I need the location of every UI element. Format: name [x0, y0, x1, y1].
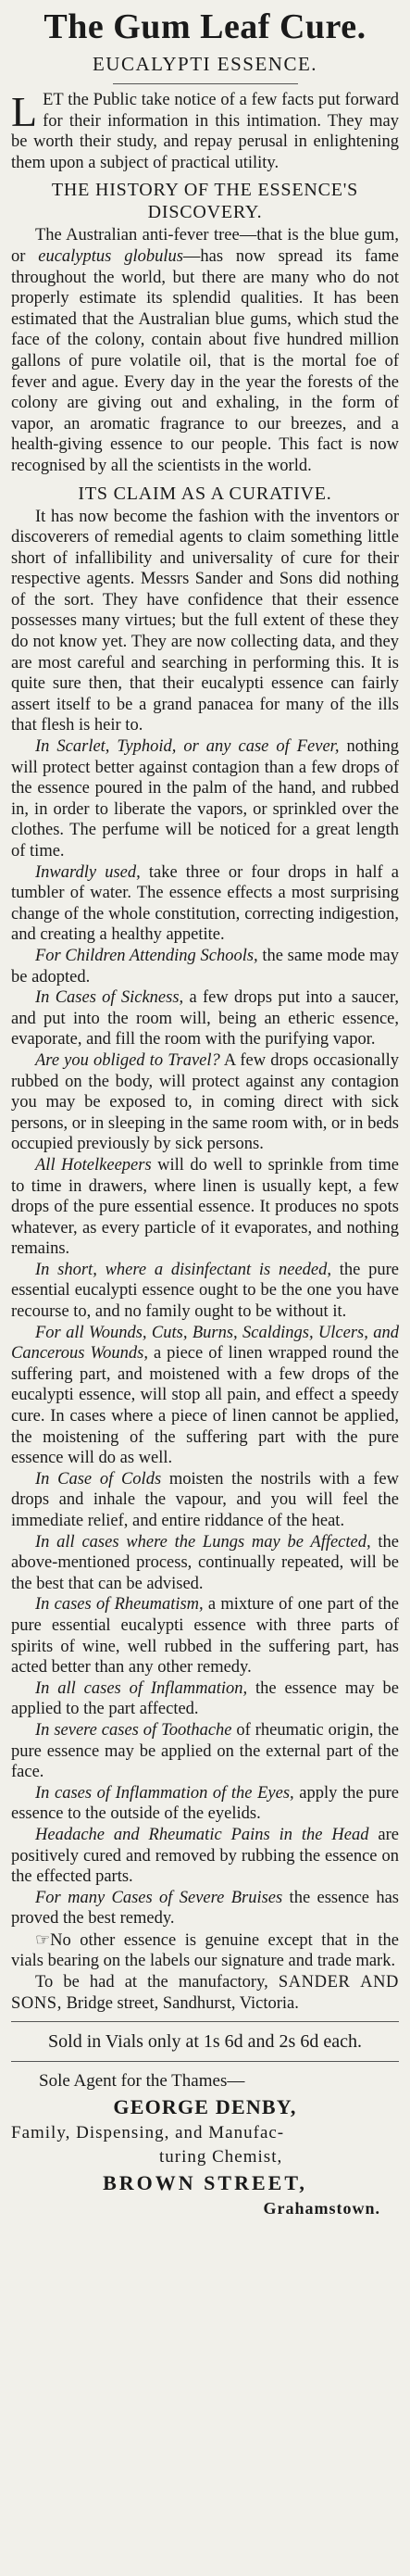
claim-paragraph: It has now become the fashion with the inventors or discoverers of remedial agents to claim something little short of infallibility and universality of cure for their respective agents. Messrs Sander and Sons did nothing of the sort. They have confidence that their essence possesses many virtues; but the full extent of these they do not know yet. They are now collecting data, and they are most careful and searching in performing this. It is quite sure then, that their eucalypti essence can fairly assert itself to be a grand panacea for many of the ills that flesh is heir to. — [11, 507, 399, 735]
use-heading: For Children Attending Schools, — [35, 946, 258, 965]
manufactory-paragraph — [11, 1972, 399, 2014]
use-heading: In severe cases of Toothache — [35, 1720, 232, 1740]
drop-cap: L — [11, 88, 38, 135]
notice-paragraph — [11, 1929, 399, 1972]
use-text: the essence has proved the best remedy. — [11, 1888, 399, 1929]
history-text-a: The Australian anti-fever tree—that is the blue gum, or — [11, 226, 399, 266]
use-paragraph — [11, 1888, 399, 1929]
use-text: the above-mentioned process, continually repeated, will be the best that can be advised. — [11, 1532, 399, 1593]
use-heading: In short, where a disinfectant is needed, — [35, 1260, 332, 1279]
use-text: of rheumatic origin, the pure essence may be applied on the external part of the face. — [11, 1720, 399, 1782]
use-paragraph — [11, 1155, 399, 1260]
use-paragraph — [11, 1594, 399, 1678]
manufactory-text-b: Bridge street, Sandhurst, Victoria. — [61, 1993, 299, 2013]
agent-street: BROWN STREET, — [103, 2171, 307, 2195]
agent-line: Sole Agent for the Thames— — [39, 2071, 245, 2092]
use-text: apply the pure essence to the outside of the eyelids. — [11, 1783, 400, 1824]
use-paragraph — [11, 1323, 399, 1469]
use-text: are positively cured and removed by rubbing the essence on the effected parts. — [11, 1825, 399, 1887]
agent-trade-line-1: Family, Dispensing, and Manufac- — [11, 2123, 285, 2143]
use-text: the pure essential eucalypti essence ought to be the one you have recourse to, and no family ought to be without it. — [11, 1260, 399, 1322]
use-heading: Inwardly used, — [35, 862, 141, 882]
use-text: a mixture of one part of the pure essential eucalypti essence with three parts of spirits of wine, well rubbed in the suffering part, has acted better than any other remedy. — [11, 1595, 399, 1678]
divider — [113, 83, 298, 84]
use-paragraph — [11, 1678, 399, 1720]
price-line: Sold in Vials only at 1s 6d and 2s 6d each. — [48, 2031, 362, 2053]
use-paragraph — [11, 862, 399, 946]
history-text-italic: eucalyptus globulus — [38, 246, 183, 266]
use-text: the same mode may be adopted. — [11, 946, 399, 986]
use-paragraph — [11, 1469, 399, 1532]
agent-town: Grahamstown. — [263, 2199, 380, 2218]
use-paragraph — [11, 946, 399, 987]
use-paragraph — [11, 987, 399, 1050]
use-text: nothing will protect better against contagion than a few drops of the essence poured in the palm of the hand, and rubbed in, in order to liberate the vapors, or sprinkled over the clothes. The perfume will be noticed for a great length of time. — [11, 737, 399, 861]
page-title: The Gum Leaf Cure. — [43, 7, 367, 46]
agent-name: GEORGE DENBY, — [113, 2095, 297, 2119]
subtitle: EUCALYPTI ESSENCE. — [92, 53, 318, 75]
use-paragraph — [11, 736, 399, 862]
use-paragraph — [11, 1825, 399, 1888]
use-heading: All Hotelkeepers — [35, 1155, 152, 1175]
manufactory-text-a: To be had at the manufactory, — [35, 1973, 279, 1992]
use-heading: In Cases of Sickness, — [35, 988, 184, 1008]
agent-trade-line-2: turing Chemist, — [159, 2147, 283, 2168]
divider — [11, 2061, 399, 2062]
use-text: moisten the nostrils with a few drops and inhale the vapour, and you will feel the immediate relief, and entire riddance of the heat. — [11, 1469, 399, 1530]
notice-text: No other essence is genuine except that in the vials bearing on the labels our signature and trade mark. — [11, 1930, 399, 1971]
use-text: a piece of linen wrapped round the suffering part, and moistened with a few drops of the eucalypti essence, will stop all pain, and effect a speedy cure. In cases where a piece of linen cannot be applied, the moistening of the suffering part with the pure essence will do as well. — [11, 1344, 399, 1468]
use-heading: In all cases of Inflammation, — [35, 1678, 248, 1698]
use-text: the essence may be applied to the part affected. — [11, 1678, 399, 1719]
use-heading: In Case of Colds — [35, 1469, 162, 1489]
use-heading: For many Cases of Severe Bruises — [35, 1888, 283, 1907]
use-paragraph — [11, 1050, 399, 1155]
use-text: take three or four drops in half a tumbler of water. The essence effects a most surprising change of the whole constitution, correcting indigestion, and creating a healthy appetite. — [11, 862, 399, 945]
use-paragraph — [11, 1532, 399, 1595]
use-text: A few drops occasionally rubbed on the body, will protect against any contagion you may be exposed to, in coming direct with sick persons, or in sleeping in the same room with, or in beds occupied previously by sick persons. — [11, 1050, 399, 1154]
claim-heading: ITS CLAIM AS A CURATIVE. — [78, 483, 332, 504]
use-heading: In all cases where the Lungs may be Affected, — [35, 1532, 371, 1552]
history-text-b: —has now spread its fame throughout the world, but there are many who do not properly estimate its splendid qualities. It has been estimated that the Australian blue gums, which stud the face of the colony, contain about five hundred million gallons of pure volatile oil, that is the mortal foe of fever and ague. Every day in the year the forests of the colony are giving out and exhaling, in the form of vapor, an aromatic fragrance to our breezes, and a health-giving essence to our people. This fact is now recognised by all the scientists in the world. — [11, 246, 399, 475]
manufactory-name: SANDER AND SONS, — [11, 1973, 399, 2013]
use-heading: In cases of Rheumatism, — [35, 1595, 204, 1615]
use-heading: For all Wounds, Cuts, Burns, Scaldings, Ulcers, and Cancerous Wounds, — [11, 1323, 399, 1363]
history-paragraph — [11, 225, 399, 476]
use-heading: Headache and Rheumatic Pains in the Head — [35, 1825, 369, 1844]
history-heading: THE HISTORY OF THE ESSENCE'S DISCOVERY. — [51, 180, 359, 223]
use-text: a few drops put into a saucer, and put into the room will, being an etheric essence, evaporate, and fill the room with the purifying vapor. — [11, 988, 399, 1049]
use-heading: In cases of Inflammation of the Eyes, — [35, 1783, 294, 1803]
use-paragraph — [11, 1260, 399, 1323]
divider — [11, 2021, 399, 2022]
uses-list — [11, 736, 399, 1929]
use-paragraph — [11, 1720, 399, 1783]
pointing-hand-icon: ☞ — [35, 1929, 51, 1949]
use-heading: In Scarlet, Typhoid, or any case of Fever, — [35, 737, 340, 757]
use-paragraph — [11, 1783, 399, 1825]
intro-paragraph — [11, 90, 399, 173]
intro-text: ET the Public take notice of a few facts put forward for their information in this intimation. They may be worth their study, and repay perusal in enlightening them upon a subject of practical utility. — [11, 91, 399, 172]
use-heading: Are you obliged to Travel? — [35, 1050, 220, 1070]
use-text: will do well to sprinkle from time to time in drawers, where linen is usually kept, a few drops of the pure essential essence. It produces no spots whatever, as every particle of it evaporates, and nothing remains. — [11, 1155, 399, 1259]
